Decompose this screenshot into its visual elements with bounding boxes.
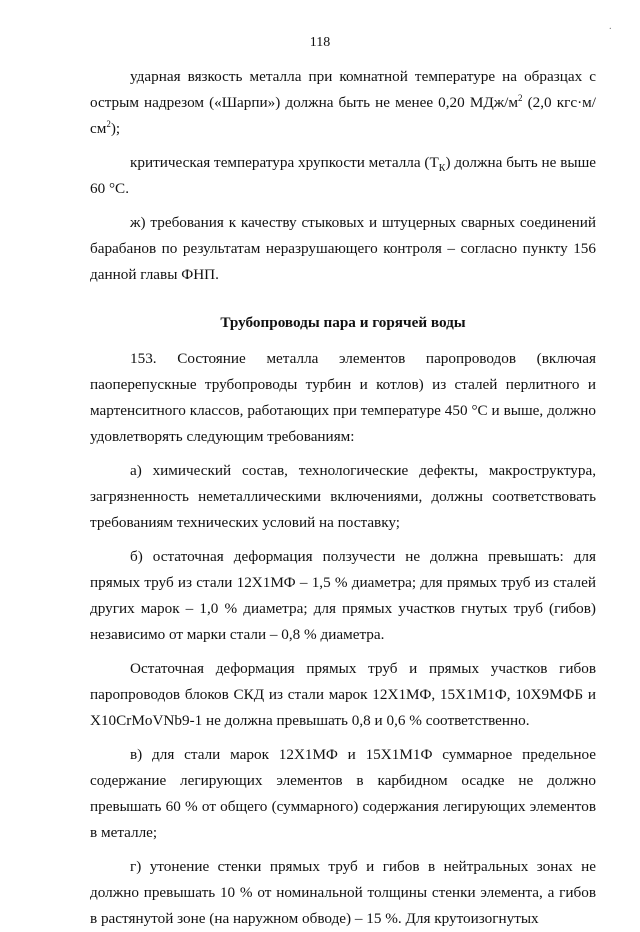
subscript: К (438, 163, 446, 175)
page-content (90, 64, 596, 932)
paragraph-text: (2,0 кгс·м/см (90, 94, 596, 137)
paragraph-item-v: в) для стали марок 12Х1МФ и 15Х1М1Ф суммарное предельное содержание легирующих элементов в карбидном осадке не должно превышать 60 % от общего (суммарного) содержания легирующих элементов в металле; (90, 746, 596, 841)
paragraph-153: 153. Состояние металла элементов паропроводов (включая паоперепускные трубопроводы турбин и котлов) из сталей перлитного и мартенситного классов, работающих при температуре 450 °С и выше, должно удовлетворять следующим требованиям: (90, 350, 596, 445)
paragraph-item-a: а) химический состав, технологические дефекты, макроструктура, загрязненность неметаллическими включениями, должны соответствовать требованиям технических условий на поставку; (90, 462, 596, 531)
paragraph-text: ); (110, 120, 121, 137)
paragraph-text: ударная вязкость металла при комнатной температуре на образцах с острым надрезом («Шарпи») должна быть не менее 0,20 МДж/м (90, 68, 596, 111)
paragraph-impact-strength (90, 64, 596, 142)
superscript: 2 (106, 118, 111, 129)
paragraph-residual-deformation: Остаточная деформация прямых труб и прямых участков гибов паропроводов блоков СКД из стали марок 12Х1МФ, 15Х1М1Ф, 10Х9МФБ и Х10CrMoVNb9-1 не должна превышать 0,8 и 0,6 % соответственно. (90, 660, 596, 729)
superscript: 2 (518, 92, 523, 103)
paragraph-text: ) должна быть не выше 60 °С. (90, 154, 597, 197)
paragraph-item-zh: ж) требования к качеству стыковых и штуцерных сварных соединений барабанов по результатам неразрушающего контроля – согласно пункту 156 данной главы ФНП. (90, 214, 596, 283)
paragraph-item-b: б) остаточная деформация ползучести не должна превышать: для прямых труб из стали 12Х1МФ – 1,5 % диаметра; для прямых труб из сталей других марок – 1,0 % диаметра; для прямых участков гнутых труб (гибов) независимо от марки стали – 0,8 % диаметра. (90, 548, 596, 643)
paragraph-critical-temperature (90, 150, 596, 202)
paragraph-item-g: г) утонение стенки прямых труб и гибов в нейтральных зонах не должно превышать 10 % от номинальной толщины стенки элемента, а гибов в растянутой зоне (на наружном обводе) – 15 %. Для крутоизогнутых (90, 858, 596, 927)
section-heading: Трубопроводы пара и горячей воды (220, 314, 466, 331)
corner-mark: · (608, 24, 612, 35)
page-number: 118 (309, 35, 331, 50)
paragraph-text: критическая температура хрупкости металла (Т (130, 154, 439, 171)
